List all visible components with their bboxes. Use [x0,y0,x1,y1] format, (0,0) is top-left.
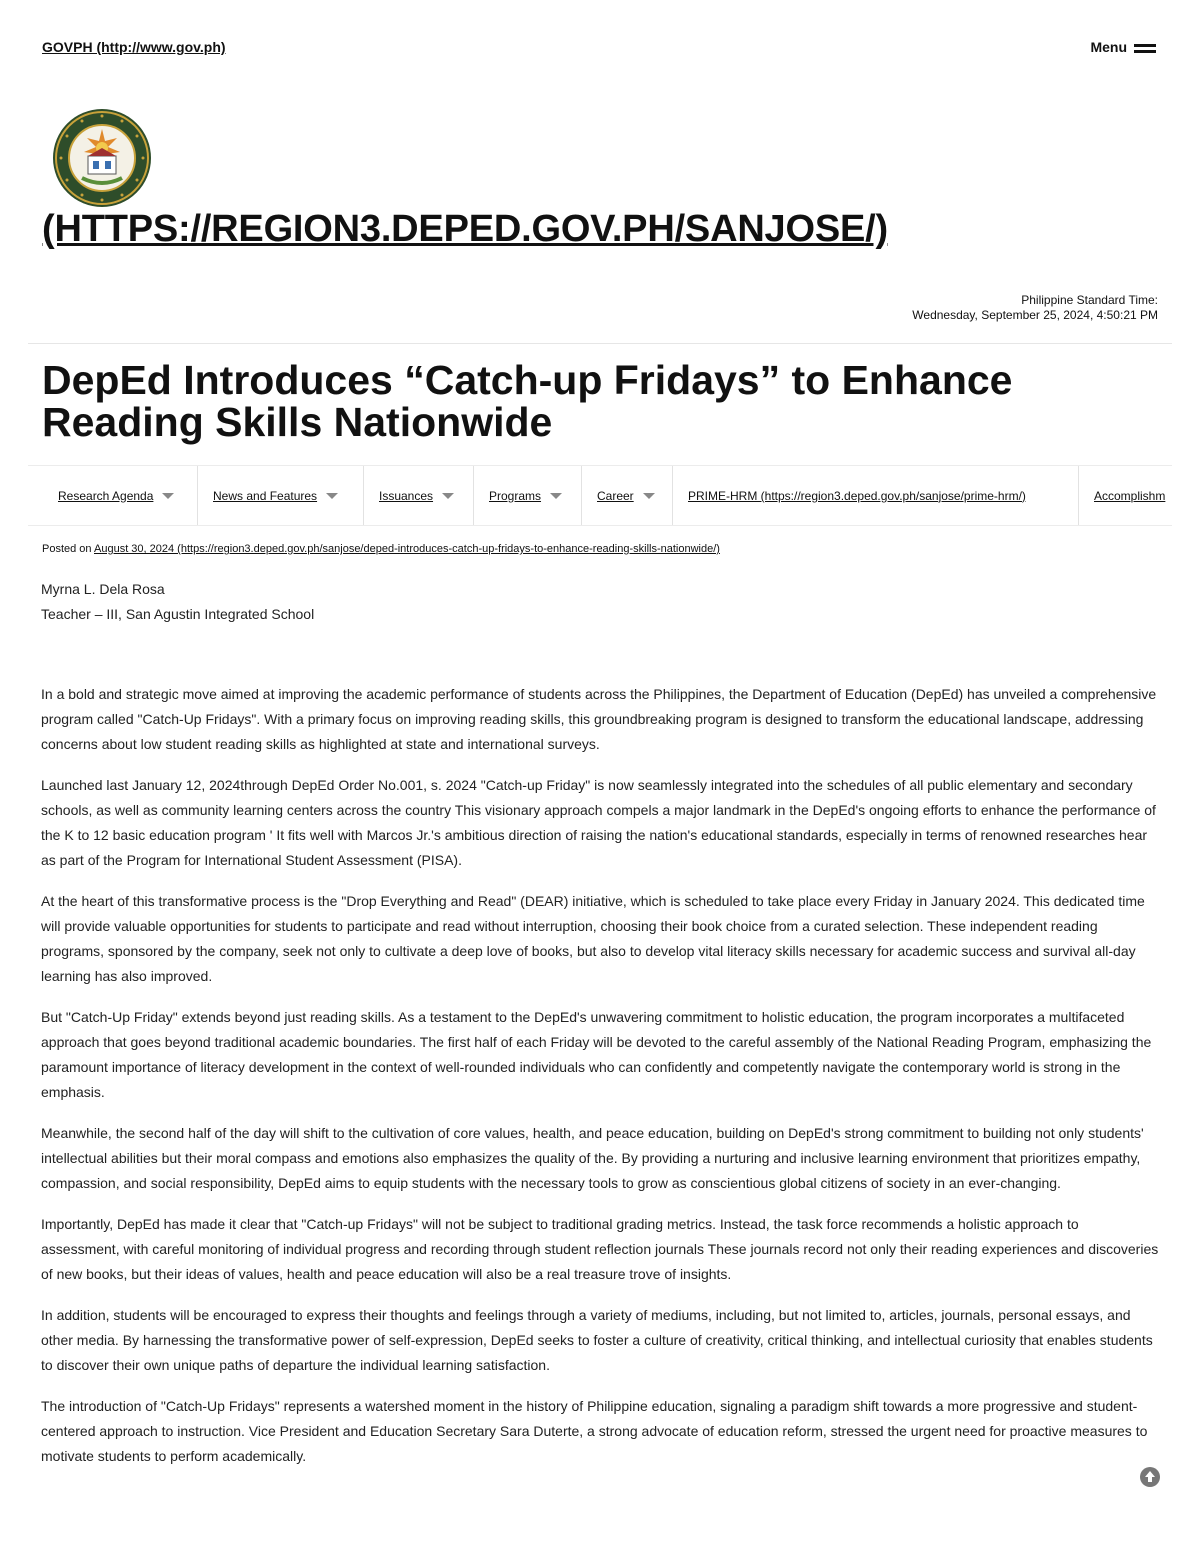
page-title: DepEd Introduces “Catch-up Fridays” to Enhance Reading Skills Nationwide [42,357,1013,445]
menu-button[interactable] [1090,39,1156,55]
arrow-up-circle-icon[interactable] [1140,1467,1160,1487]
chevron-down-icon[interactable] [442,493,454,499]
article-paragraph: Importantly, DepEd has made it clear that "Catch-up Fridays" will not be subject to traditional grading metrics. Instead, the task force recommends a holistic approach to assessment, with careful monitoring of individual progress and recording through student reflection journals These journals record not only their reading experiences and discoveries of new books, but their ideas of values, health and peace education will also be a real treasure trove of insights. [41,1216,1159,1282]
nav-item-research-agenda[interactable] [28,466,198,525]
chevron-down-icon[interactable] [162,493,174,499]
philippine-standard-time [912,293,1158,323]
govph-link[interactable]: GOVPH (http://www.gov.ph) [42,39,226,55]
post-meta [42,543,720,555]
nav-item-accomplishments[interactable] [1079,466,1172,525]
article-paragraph: Meanwhile, the second half of the day will shift to the cultivation of core values, health, and peace education, building on DepEd's strong commitment to building not only students' intellectual abilities but their moral compass and emotions also emphasizes the quality of the. By providing a nurturing and inclusive learning environment that prioritizes empathy, compassion, and social responsibility, DepEd aims to equip students with the necessary tools to grow as conscientious global citizens of society in an ever-changing. [41,1125,1144,1191]
nav-item-label[interactable]: Accomplishm [1094,488,1166,503]
hamburger-icon [1134,44,1156,54]
nav-item-programs[interactable] [474,466,582,525]
site-home-link[interactable]: (HTTPS://REGION3.DEPED.GOV.PH/SANJOSE/) [42,208,888,250]
article-paragraph: At the heart of this transformative process is the "Drop Everything and Read" (DEAR) initiative, which is scheduled to take place every Friday in January 2024. This dedicated time will provide valuable opportunities for students to participate and read without interruption, choosing their book choice from a curated selection. These independent reading programs, sponsored by the company, seek not only to cultivate a deep love of books, but also to develop vital literacy skills necessary for academic success and survival all-day learning has also improved. [41,893,1145,984]
nav-item-label[interactable]: Research Agenda [58,488,154,503]
article-paragraph: But "Catch-Up Friday" extends beyond just reading skills. As a testament to the DepEd's unwavering commitment to holistic education, the program incorporates a multifaceted approach that goes beyond traditional academic boundaries. The first half of each Friday will be devoted to the careful assembly of the National Reading Program, emphasizing the paramount importance of literacy development in the context of well-rounded individuals who can confidently and competently navigate the contemporary world is strong in the emphasis. [41,1009,1152,1100]
posted-prefix: Posted on [42,543,92,555]
deped-seal-logo[interactable] [52,108,152,208]
main-nav [28,465,1172,526]
chevron-down-icon[interactable] [326,493,338,499]
nav-item-label[interactable]: Career [597,488,634,503]
nav-item-label[interactable]: PRIME-HRM (https://region3.deped.gov.ph/sanjose/prime-hrm/) [688,488,1026,503]
nav-item-prime-hrm[interactable] [673,466,1079,525]
nav-item-news-and-features[interactable] [198,466,364,525]
article-body [41,682,1161,1485]
author-block [41,577,314,627]
nav-item-career[interactable] [582,466,673,525]
nav-item-issuances[interactable] [364,466,474,525]
pst-label: Philippine Standard Time: [1021,293,1158,307]
article-paragraph: Launched last January 12, 2024through DepEd Order No.001, s. 2024 "Catch-up Friday" is now seamlessly integrated into the schedules of all public elementary and secondary schools, as well as community learning centers across the country This visionary approach compels a major landmark in the DepEd's ongoing efforts to enhance the performance of the K to 12 basic education program ' It fits well with Marcos Jr.'s ambitious direction of raising the nation's educational standards, especially in terms of renowned researches hear as part of the Program for International Student Assessment (PISA). [41,777,1156,868]
author-name: Myrna L. Dela Rosa [41,581,165,597]
top-bar [42,39,1156,61]
menu-label: Menu [1090,39,1127,55]
nav-item-label[interactable]: Programs [489,488,542,503]
article-paragraph: In addition, students will be encouraged to express their thoughts and feelings through a variety of mediums, including, but not limited to, articles, journals, personal essays, and other media. By harnessing the transformative power of self-expression, DepEd seeks to foster a culture of creativity, critical thinking, and intellectual curiosity that enables students to discover their own unique paths of departure the individual learning satisfaction. [41,1307,1153,1373]
author-role: Teacher – III, San Agustin Integrated School [41,606,315,622]
divider [28,343,1172,344]
article-paragraph: The introduction of "Catch-Up Fridays" represents a watershed moment in the history of Philippine education, signaling a paradigm shift towards a more progressive and student-centered approach to instruction. Vice President and Education Secretary Sara Duterte, a strong advocate of education reform, stressed the urgent need for proactive measures to motivate students to perform academically. [41,1398,1148,1464]
pst-value: Wednesday, September 25, 2024, 4:50:21 PM [912,308,1158,322]
chevron-down-icon[interactable] [550,493,562,499]
nav-item-label[interactable]: Issuances [379,488,434,503]
article-paragraph: In a bold and strategic move aimed at improving the academic performance of students across the Philippines, the Department of Education (DepEd) has unveiled a comprehensive program called "Catch-Up Fridays". With a primary focus on improving reading skills, this groundbreaking program is designed to transform the educational landscape, addressing concerns about low student reading skills as highlighted at state and international surveys. [41,686,1157,752]
posted-date-link[interactable]: August 30, 2024 (https://region3.deped.gov.ph/sanjose/deped-introduces-catch-up-fridays-to-enhance-reading-skills-nationwide/) [94,543,720,555]
chevron-down-icon[interactable] [643,493,655,499]
nav-item-label[interactable]: News and Features [213,488,318,503]
